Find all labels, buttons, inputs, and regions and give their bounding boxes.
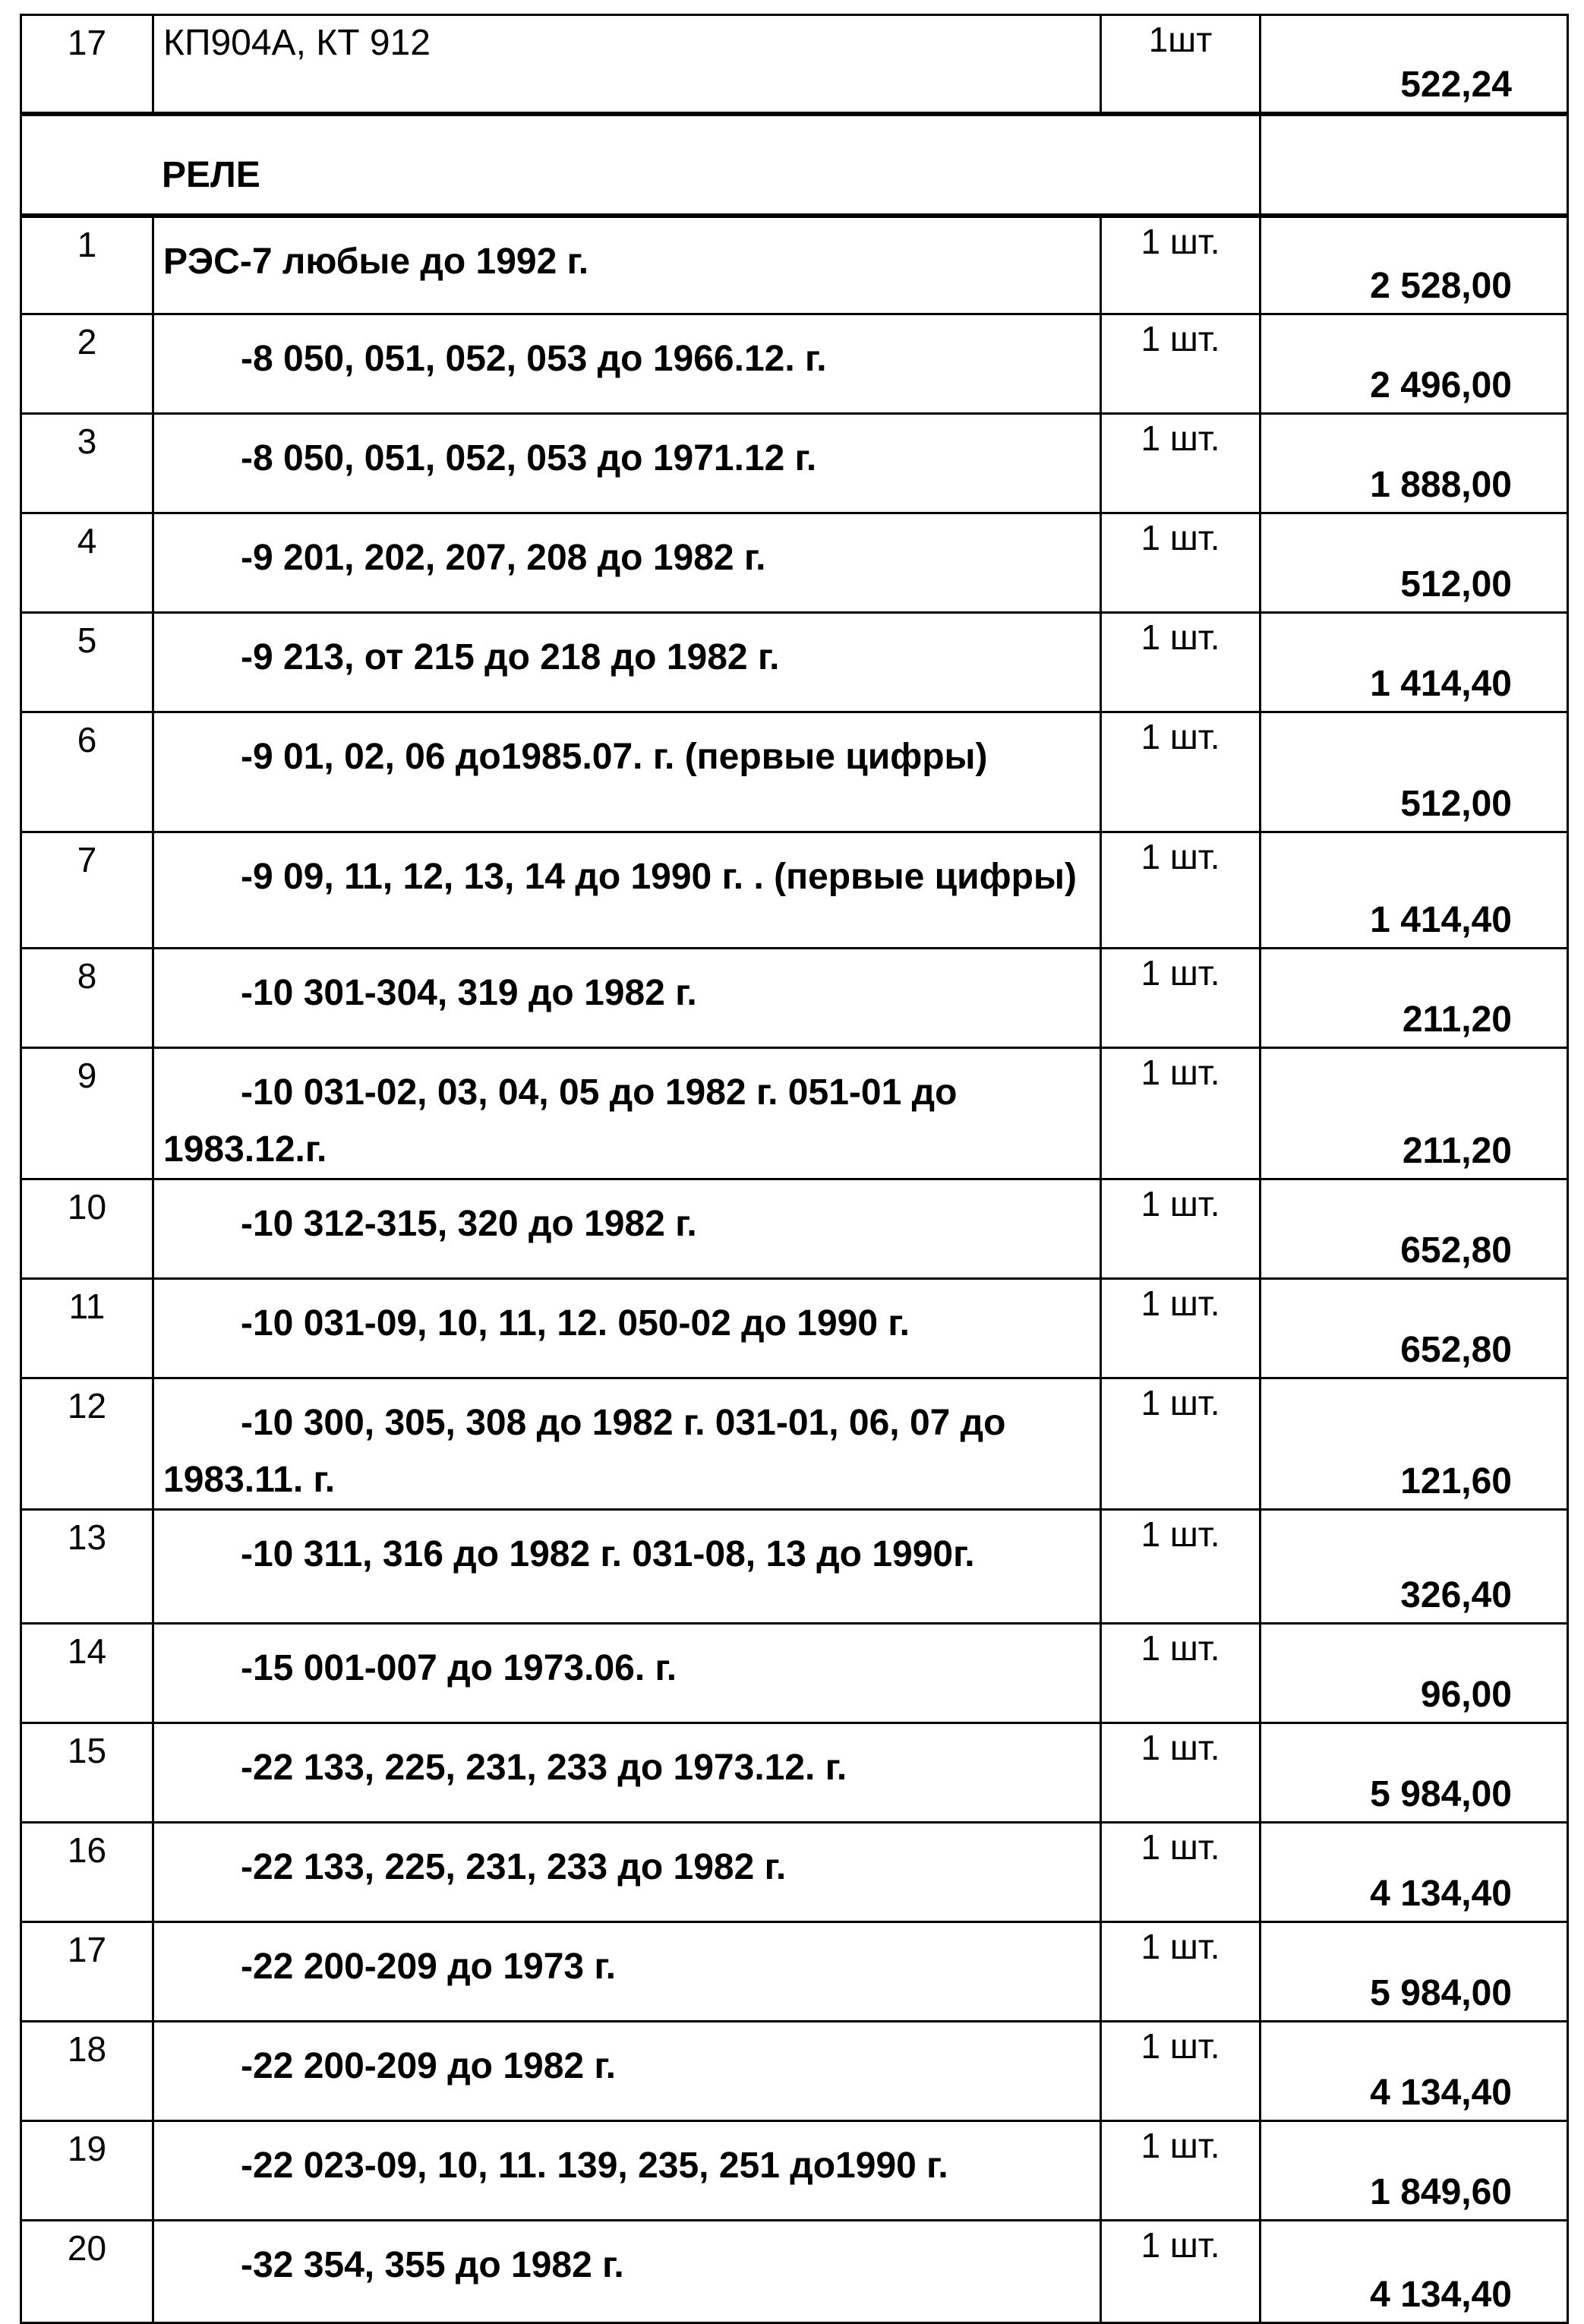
item-price: 652,80 (1261, 1179, 1568, 1279)
row-number: 16 (21, 1823, 153, 1922)
item-name (153, 1823, 1101, 1922)
item-name-text: -10 031-02, 03, 04, 05 до 1982 г. 051-01 до 1983.12.г. (163, 1072, 958, 1170)
item-name-text: -22 200-209 до 1982 г. (241, 2046, 616, 2086)
item-name (153, 2221, 1101, 2323)
section-title: РЕЛЕ (21, 114, 1261, 216)
table-row (21, 2221, 1568, 2323)
item-name (153, 314, 1101, 414)
item-name: КП904А, КТ 912 (153, 15, 1101, 114)
item-price: 5 984,00 (1261, 1723, 1568, 1823)
section-price-cell (1261, 114, 1568, 216)
row-number: 2 (21, 314, 153, 414)
item-name-text: -10 311, 316 до 1982 г. 031-08, 13 до 1990г. (241, 1534, 975, 1574)
item-unit: 1 шт. (1101, 2121, 1261, 2221)
item-name-text: -15 001-007 до 1973.06. г. (241, 1648, 677, 1688)
item-name-text: -32 354, 355 до 1982 г. (241, 2245, 624, 2285)
item-name-text: -9 213, от 215 до 218 до 1982 г. (241, 637, 780, 677)
item-price: 1 414,40 (1261, 832, 1568, 949)
item-unit: 1 шт. (1101, 2022, 1261, 2121)
row-number: 4 (21, 513, 153, 613)
row-number: 3 (21, 414, 153, 513)
item-price: 96,00 (1261, 1624, 1568, 1723)
item-unit: 1 шт. (1101, 712, 1261, 832)
item-name (153, 1723, 1101, 1823)
item-price: 121,60 (1261, 1378, 1568, 1510)
table-row (21, 1922, 1568, 2022)
item-name (153, 1378, 1101, 1510)
item-unit: 1 шт. (1101, 414, 1261, 513)
row-number: 10 (21, 1179, 153, 1279)
item-name-text: -9 09, 11, 12, 13, 14 до 1990 г. . (первые цифры) (241, 857, 1077, 897)
item-name (153, 1624, 1101, 1723)
price-table (20, 14, 1569, 2324)
item-price: 2 496,00 (1261, 314, 1568, 414)
table-row (21, 712, 1568, 832)
item-price: 4 134,40 (1261, 2022, 1568, 2121)
table-row (21, 2022, 1568, 2121)
item-unit: 1 шт. (1101, 1624, 1261, 1723)
item-name (153, 1279, 1101, 1378)
item-name: РЭС-7 любые до 1992 г. (153, 216, 1101, 314)
item-name-text: -9 01, 02, 06 до1985.07. г. (первые цифры) (241, 737, 988, 777)
item-unit: 1шт (1101, 15, 1261, 114)
row-number: 20 (21, 2221, 153, 2323)
item-name (153, 513, 1101, 613)
item-price: 4 134,40 (1261, 1823, 1568, 1922)
item-name-text: -22 200-209 до 1973 г. (241, 1947, 616, 1987)
table-row (21, 1624, 1568, 1723)
item-name (153, 1179, 1101, 1279)
item-unit: 1 шт. (1101, 2221, 1261, 2323)
row-number: 14 (21, 1624, 153, 1723)
item-unit: 1 шт. (1101, 1823, 1261, 1922)
table-row (21, 1823, 1568, 1922)
table-row (21, 949, 1568, 1048)
item-unit: 1 шт. (1101, 314, 1261, 414)
row-number: 7 (21, 832, 153, 949)
item-name-text: -8 050, 051, 052, 053 до 1971.12 г. (241, 438, 817, 478)
row-number: 6 (21, 712, 153, 832)
table-row (21, 414, 1568, 513)
item-unit: 1 шт. (1101, 1510, 1261, 1624)
item-price: 1 849,60 (1261, 2121, 1568, 2221)
table-row (21, 832, 1568, 949)
item-name (153, 2121, 1101, 2221)
item-name (153, 414, 1101, 513)
item-name (153, 1048, 1101, 1179)
item-name (153, 949, 1101, 1048)
table-row (21, 2121, 1568, 2221)
item-price: 652,80 (1261, 1279, 1568, 1378)
item-unit: 1 шт. (1101, 216, 1261, 314)
table-row (21, 613, 1568, 712)
table-row (21, 1378, 1568, 1510)
item-name-text: -22 133, 225, 231, 233 до 1982 г. (241, 1847, 787, 1887)
item-name-text: -8 050, 051, 052, 053 до 1966.12. г. (241, 339, 827, 379)
item-name (153, 613, 1101, 712)
section-header-row (21, 114, 1568, 216)
table-row (21, 314, 1568, 414)
item-price: 522,24 (1261, 15, 1568, 114)
item-unit: 1 шт. (1101, 613, 1261, 712)
item-price: 2 528,00 (1261, 216, 1568, 314)
row-number: 17 (21, 15, 153, 114)
row-number: 13 (21, 1510, 153, 1624)
item-unit: 1 шт. (1101, 1723, 1261, 1823)
item-price: 211,20 (1261, 949, 1568, 1048)
item-unit: 1 шт. (1101, 513, 1261, 613)
row-number: 19 (21, 2121, 153, 2221)
table-row (21, 15, 1568, 114)
table-row (21, 1510, 1568, 1624)
item-name-text: -22 023-09, 10, 11. 139, 235, 251 до1990 г. (241, 2146, 948, 2186)
item-name (153, 2022, 1101, 2121)
table-row (21, 1723, 1568, 1823)
item-price: 326,40 (1261, 1510, 1568, 1624)
item-price: 1 414,40 (1261, 613, 1568, 712)
row-number: 18 (21, 2022, 153, 2121)
item-unit: 1 шт. (1101, 1922, 1261, 2022)
item-name (153, 1922, 1101, 2022)
item-unit: 1 шт. (1101, 1048, 1261, 1179)
item-name (153, 712, 1101, 832)
row-number: 12 (21, 1378, 153, 1510)
table-row (21, 216, 1568, 314)
item-unit: 1 шт. (1101, 832, 1261, 949)
item-price: 1 888,00 (1261, 414, 1568, 513)
row-number: 5 (21, 613, 153, 712)
row-number: 8 (21, 949, 153, 1048)
item-name (153, 832, 1101, 949)
item-unit: 1 шт. (1101, 1279, 1261, 1378)
row-number: 9 (21, 1048, 153, 1179)
item-name-text: -10 300, 305, 308 до 1982 г. 031-01, 06, 07 до 1983.11. г. (163, 1403, 1006, 1500)
item-name-text: -9 201, 202, 207, 208 до 1982 г. (241, 538, 766, 578)
row-number: 15 (21, 1723, 153, 1823)
table-row (21, 1048, 1568, 1179)
item-price: 5 984,00 (1261, 1922, 1568, 2022)
item-name-text: -10 301-304, 319 до 1982 г. (241, 973, 697, 1013)
item-price: 4 134,40 (1261, 2221, 1568, 2323)
item-name-text: -10 312-315, 320 до 1982 г. (241, 1204, 697, 1244)
table-row (21, 513, 1568, 613)
item-price: 512,00 (1261, 513, 1568, 613)
table-row (21, 1179, 1568, 1279)
item-name (153, 1510, 1101, 1624)
row-number: 11 (21, 1279, 153, 1378)
item-unit: 1 шт. (1101, 1378, 1261, 1510)
row-number: 17 (21, 1922, 153, 2022)
item-name-text: -10 031-09, 10, 11, 12. 050-02 до 1990 г. (241, 1303, 910, 1344)
row-number: 1 (21, 216, 153, 314)
item-price: 211,20 (1261, 1048, 1568, 1179)
item-name-text: -22 133, 225, 231, 233 до 1973.12. г. (241, 1748, 847, 1788)
item-unit: 1 шт. (1101, 1179, 1261, 1279)
item-unit: 1 шт. (1101, 949, 1261, 1048)
item-price: 512,00 (1261, 712, 1568, 832)
table-row (21, 1279, 1568, 1378)
price-table-sheet (20, 14, 1567, 2324)
